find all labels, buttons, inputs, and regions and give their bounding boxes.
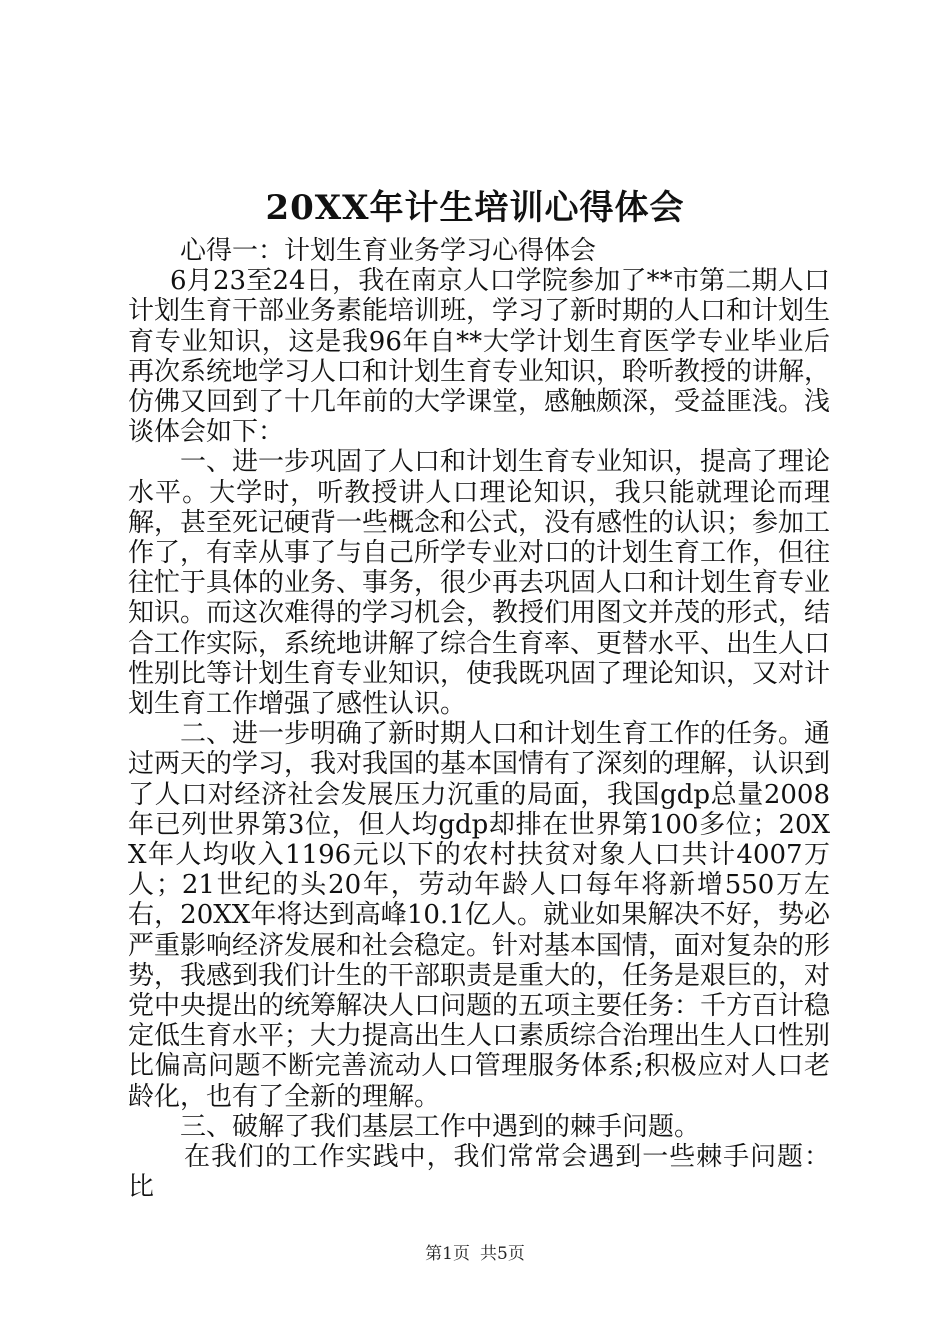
document-title: 20XX年计生培训心得体会: [265, 188, 685, 228]
page-footer: [0, 1242, 950, 1266]
paragraph-point-one: 一、进一步巩固了人口和计划生育专业知识，提高了理论水平。大学时，听教授讲人口理论知识，我只能就理论而理解，甚至死记硬背一些概念和公式，没有感性的认识；参加工作了，有幸从事了与自己所学专业对口的计划生育工作，但往往忙于具体的业务、事务，很少再去巩固人口和计划生育专业知识。而这次难得的学习机会，教授们用图文并茂的形式，结合工作实际，系统地讲解了综合生育率、更替水平、出生人口性别比等计划生育专业知识，使我既巩固了理论知识，又对计划生育工作增强了感性认识。: [128, 447, 831, 720]
document-body: [128, 236, 830, 1203]
page-total: 共5页: [480, 1244, 525, 1264]
paragraph-point-two: 二、进一步明确了新时期人口和计划生育工作的任务。通过两天的学习，我对我国的基本国情有了深刻的理解，认识到了人口对经济社会发展压力沉重的局面，我国gdp总量2008年已列世界第3位，但人均gdp却排在世界第100多位；20XX年人均收入1196元以下的农村扶贫对象人口共计4007万人；21世纪的头20年，劳动年龄人口每年将新增550万左右，20XX年将达到高峰10.1亿人。就业如果解决不好，势必严重影响经济发展和社会稳定。针对基本国情，面对复杂的形势，我感到我们计生的干部职责是重大的，任务是艰巨的，对党中央提出的统筹解决人口问题的五项主要任务：千方百计稳定低生育水平；大力提高出生人口素质综合治理出生人口性别比偏高问题不断完善流动人口管理服务体系;积极应对人口老龄化，也有了全新的理解。: [128, 719, 831, 1112]
paragraph-point-three-body: 在我们的工作实践中，我们常常会遇到一些棘手问题：比: [128, 1142, 830, 1203]
paragraph-intro: 6月23至24日，我在南京人口学院参加了**市第二期人口计划生育干部业务素能培训班，学习了新时期的人口和计划生育专业知识，这是我96年自**大学计划生育医学专业毕业后再次系统地学习人口和计划生育专业知识，聆听教授的讲解，仿佛又回到了十几年前的大学课堂，感触颇深，受益匪浅。浅谈体会如下：: [128, 266, 831, 448]
section-subheading: 心得一：计划生育业务学习心得体会: [180, 236, 597, 266]
paragraph-point-three-heading: 三、破解了我们基层工作中遇到的棘手问题。: [180, 1111, 701, 1142]
page-number: 第1页: [425, 1244, 470, 1264]
